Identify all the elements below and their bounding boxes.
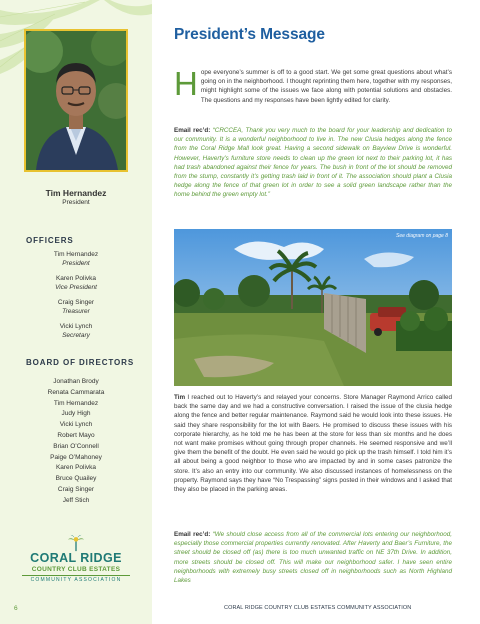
footer-association: CORAL RIDGE COUNTRY CLUB ESTATES COMMUNITY ASSOCIATION: [224, 605, 412, 611]
board-member: Karen Polivka: [55, 464, 97, 472]
officer-entry: [0, 250, 152, 268]
officers-list: [0, 250, 152, 346]
response-label: Tim: [174, 394, 186, 401]
president-title: President: [62, 199, 90, 206]
officer-name: Tim Hernandez: [53, 251, 99, 258]
board-list: [0, 377, 152, 507]
green-lot-photo: [174, 229, 452, 386]
email-label: Email rec’d:: [174, 127, 211, 134]
photo-caption: See diagram on page 8: [396, 233, 448, 239]
board-member: Jonathan Brody: [53, 378, 99, 385]
president-name: Tim Hernandez: [45, 188, 107, 198]
email-label: Email rec’d:: [174, 531, 211, 538]
email-2-text: “We should close access from all of the commercial lots entering our neighborhood, especially those commercial properties currently renovated. After Haverty and Baer’s Furniture, the street should be closed off (as) there is too much unwanted traffic on NE 37th Drive. In addition, more streets should be closed off. This will make our neighborhood safer. I have seen entire neighborhoods with extremely busy streets closed off in neighborhoods such as North Highland Lakes: [174, 531, 452, 585]
board-member: Vicki Lynch: [59, 421, 93, 429]
board-heading: BOARD OF DIRECTORS: [26, 358, 135, 367]
board-member: Jeff Stich: [62, 496, 90, 504]
logo-line-3: COMMUNITY ASSOCIATION: [30, 577, 122, 583]
association-logo: [10, 534, 142, 584]
board-member: Craig Singer: [57, 485, 95, 493]
board-member: Tim Hernandez: [53, 399, 99, 407]
board-member: Judy High: [61, 410, 91, 418]
board-member: Bruce Quailey: [55, 475, 97, 483]
board-member: Paige O’Mahoney: [50, 453, 102, 461]
email-1-text: “CRCCEA, Thank you very much to the board for your leadership and dedication to our community. It is a wonderful neighborhood to live in. The new Clusia hedges along the fence from the Coral Ridge Mall look great. Having a second sidewalk on Bayview Drive is wonderful. However, Haverty’s furniture store needs to clean up the green lot next to their parking lot, it has had trash abandoned against their fence for years. The bush in front of the lot should be removed from the stump, constantly it’s getting trash laid in front of it. The association should plant a Clusia hedge along the fence of that green lot in order to see a solid green landscape rather than the home behind the green empty lot.”: [174, 127, 453, 199]
board-member: Robert Mayo: [57, 431, 95, 439]
officer-role: Treasurer: [62, 308, 90, 315]
officer-role: President: [62, 260, 90, 267]
officer-name: Karen Polivka: [55, 275, 97, 282]
officer-role: Secretary: [62, 332, 90, 339]
drop-cap: H: [174, 65, 198, 102]
officer-entry: [0, 274, 152, 292]
response-text: I reached out to Haverty’s and relayed your concerns. Store Manager Raymond Arrico called back the same day and we had a constructive conversation. I raised the issue of the clusia hedge along the fence and better regular maintenance. Raymond said he would look into these issues. He said they share responsibility for the lot with Baers. He promised to discuss these issues with his corporate hierarchy, as he told me he has been at the store for less than six months and he does not want make promises without going through proper channels. He seemed responsive and we’ll give them the benefit of the doubt. He even said he would go pick up the trash himself. I told him it’s all about being a good neighbor to those who are impacted by and in some cases patronize the store. It’s also an entry into our community. We also discussed instances of homelessness on the property. Raymond says they have “No Trespassing” signs posted in their windows and I asked that they also be placed in the parking areas.: [174, 394, 452, 494]
officer-role: Vice President: [55, 284, 97, 291]
president-photo: [24, 29, 128, 172]
board-member: Brian O’Connell: [53, 442, 99, 450]
officers-heading: OFFICERS: [26, 236, 74, 245]
email-1-paragraph: [174, 126, 452, 200]
intro-text: ope everyone’s summer is off to a good start. We get some great questions about what’s going on in the neighborhood. I thought reprinting them here, together with my responses, might highlight some of the issues we face along with potential solutions and obstacles. The questions and my responses have been lightly edited for clarity.: [200, 69, 452, 104]
officer-entry: [0, 298, 152, 316]
palm-tree-icon: [67, 534, 85, 552]
response-paragraph: [174, 393, 452, 494]
logo-line-2: COUNTRY CLUB ESTATES: [31, 566, 121, 573]
page-number: 6: [14, 605, 18, 612]
officer-name: Vicki Lynch: [59, 323, 93, 330]
email-2-paragraph: [174, 530, 452, 585]
officer-entry: [0, 322, 152, 340]
page-title: President’s Message: [174, 26, 325, 43]
logo-line-1: CORAL RIDGE: [30, 551, 122, 565]
logo-divider: [22, 575, 130, 576]
officer-name: Craig Singer: [57, 299, 95, 306]
sidebar: [0, 0, 152, 624]
board-member: Renata Cammarata: [47, 388, 105, 396]
intro-paragraph: [174, 65, 452, 105]
